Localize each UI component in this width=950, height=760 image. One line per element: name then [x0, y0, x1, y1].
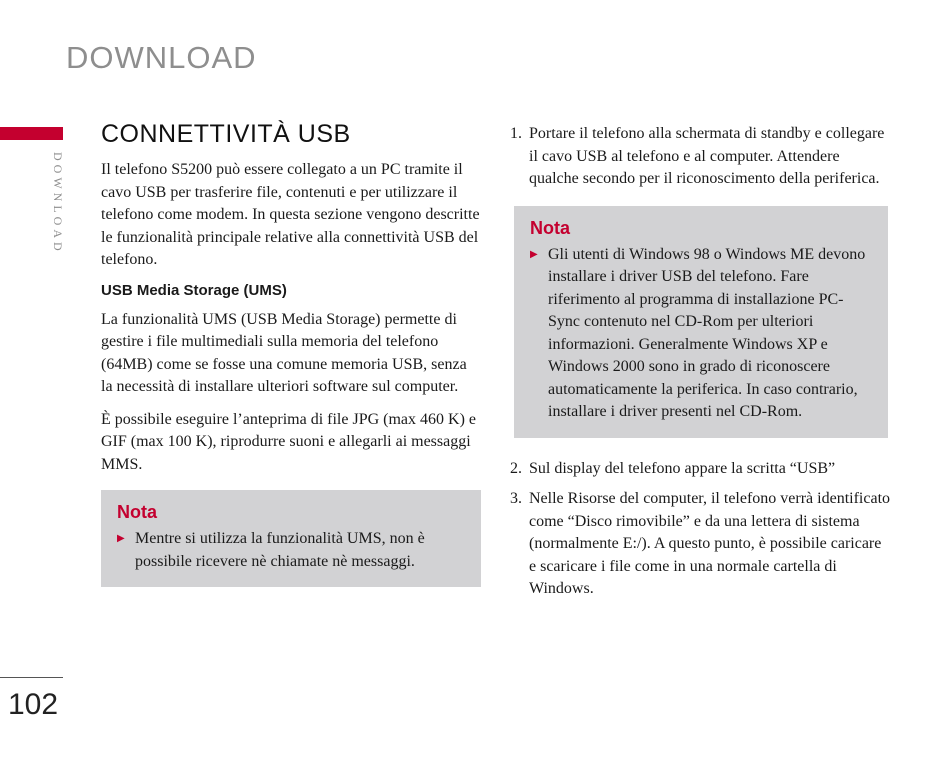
footer-divider [0, 677, 63, 678]
note-text: Gli utenti di Windows 98 o Windows ME devono installare i driver USB del telefono. Fare riferimento al programma di installazione PC-Sync contenuto nel CD-Rom per ulteriori informazioni. Generalmente Windows XP e Windows 2000 sono in grado di riconoscere automaticamente la periferica. In caso contrario, installare i driver presenti nel CD-Rom. [548, 245, 866, 420]
intro-paragraph: Il telefono S5200 può essere collegato a un PC tramite il cavo USB per trasferire file, contenuti e per utilizzare il telefono come modem. In questa sezione vengono descritte le funzionalità principale relative alla connettività USB del telefono. [101, 161, 480, 268]
step-number: 1. [510, 125, 522, 142]
page-header: DOWNLOAD [66, 40, 257, 75]
step-item [510, 123, 890, 191]
step-number: 3. [510, 490, 522, 507]
note-box-ums [101, 490, 481, 587]
step-text: Nelle Risorse del computer, il telefono verrà identificato come “Disco rimovibile” e da una lettera di sistema (normalmente E:/). A questo punto, è possibile caricare e scaricare i file come in una normale cartella di Windows. [529, 490, 891, 597]
note-title: Nota [530, 217, 570, 238]
ums-paragraph: La funzionalità UMS (USB Media Storage) permette di gestire i file multimediali sulla memoria del telefono (64MB) come se fosse una comune memoria USB, senza la necessità di installare ulteriori software sul computer. [101, 310, 467, 395]
step-number: 2. [510, 459, 522, 477]
step-text: Sul display del telefono appare la scritta “USB” [529, 459, 836, 477]
note-box-drivers [514, 206, 888, 438]
step-item [510, 488, 890, 601]
preview-paragraph: È possibile eseguire l’anteprima di file JPG (max 460 K) e GIF (max 100 K), riprodurre suoni e allegarli ai messaggi MMS. [101, 410, 477, 473]
section-tab-marker [0, 127, 63, 140]
note-item [530, 244, 872, 424]
section-title: CONNETTIVITÀ USB [101, 120, 351, 148]
triangle-right-icon: ▶ [530, 248, 538, 260]
page-number: 102 [8, 688, 59, 721]
right-column [510, 123, 890, 601]
note-item [117, 528, 465, 573]
note-title: Nota [117, 502, 157, 522]
step-text: Portare il telefono alla schermata di standby e collegare il cavo USB al telefono e al computer. Attendere qualche secondo per il riconoscimento della periferica. [529, 125, 885, 187]
step-item [510, 458, 890, 481]
left-column [101, 120, 481, 587]
note-text: Mentre si utilizza la funzionalità UMS, non è possibile ricevere nè chiamate nè messaggi. [135, 530, 425, 570]
triangle-right-icon: ▶ [117, 533, 125, 544]
ums-subheading: USB Media Storage (UMS) [101, 281, 287, 299]
side-section-label: DOWNLOAD [51, 152, 65, 255]
